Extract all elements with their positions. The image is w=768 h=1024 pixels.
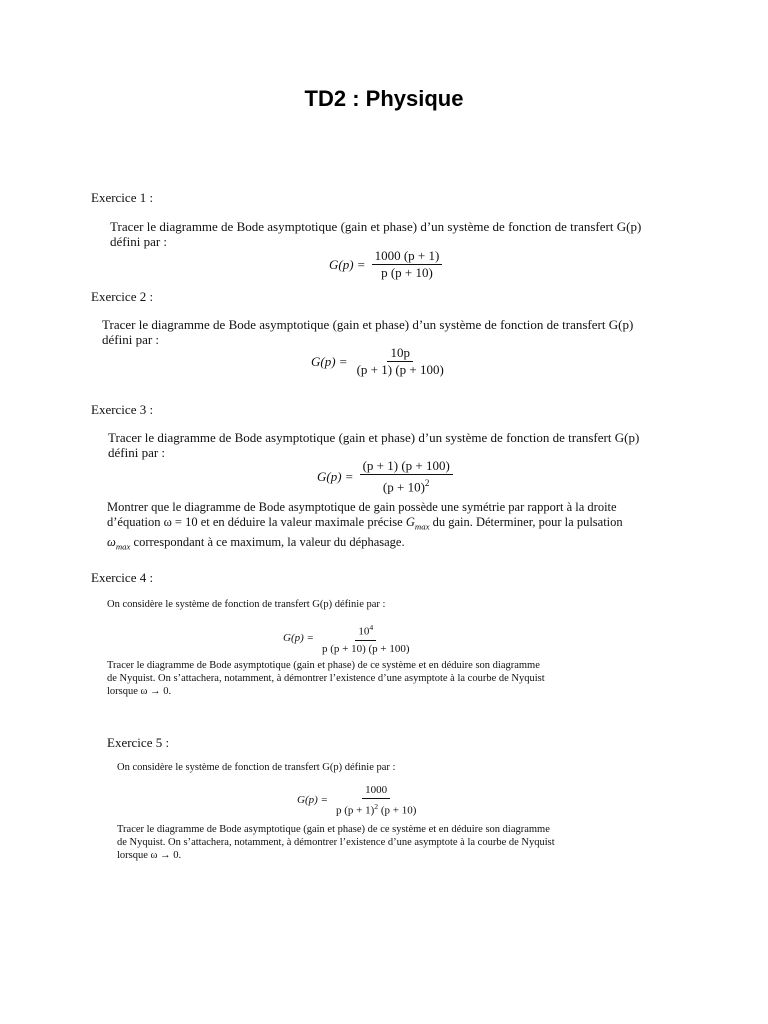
followup-line1: Tracer le diagramme de Bode asymptotique (gain et phase) de ce système et en déduire son diagramme <box>117 824 550 835</box>
exercise-2-label: Exercice 2 : <box>91 289 154 304</box>
equation-numerator: (p + 1) (p + 100) <box>360 459 453 475</box>
followup-line1: Montrer que le diagramme de Bode asymptotique de gain possède une symétrie par rapport à la droite <box>107 500 617 514</box>
exercise-4-equation <box>283 621 413 656</box>
denominator-part-b: (p + 10) <box>378 804 417 817</box>
exercise-3-intro-line1: Tracer le diagramme de Bode asymptotique (gain et phase) d’un système de fonction de transfert G(p) <box>108 430 640 445</box>
equation-lhs: G(p) = <box>297 793 328 806</box>
equation-lhs: G(p) = <box>283 631 314 644</box>
equation-denominator: p (p + 10) (p + 100) <box>321 642 410 655</box>
followup-line3-text: correspondant à ce maximum, la valeur du déphasage. <box>133 534 405 549</box>
equation-fraction <box>360 459 453 494</box>
followup-line1: Tracer le diagramme de Bode asymptotique (gain et phase) de ce système et en déduire son diagramme <box>107 660 540 671</box>
followup-line2 <box>107 515 667 535</box>
equation-numerator: 1000 <box>362 783 390 799</box>
equation-lhs: G(p) = <box>317 468 354 484</box>
exercise-1-label: Exercice 1 : <box>91 190 154 205</box>
equation-lhs: G(p) = <box>311 353 348 369</box>
denominator-base: (p + 10) <box>382 479 425 495</box>
exercise-3-equation <box>317 459 453 494</box>
followup-line2: de Nyquist. On s’attachera, notamment, à démontrer l’existence d’une asymptote à la courbe de Nyquist <box>117 837 555 848</box>
followup-line3: lorsque ω → 0. <box>117 850 182 861</box>
followup-line2-end: du gain. Déterminer, pour la pulsation <box>432 515 623 529</box>
followup-line2-text: d’équation ω = 10 et en déduire la valeur maximale précise <box>107 515 403 529</box>
exercise-3-statement <box>108 430 639 460</box>
followup-line3 <box>107 535 667 555</box>
followup-line3: lorsque ω → 0. <box>107 686 172 697</box>
equation-fraction <box>372 249 443 280</box>
denominator-part-a: p (p + 1) <box>335 804 375 817</box>
exercise-1-equation <box>329 249 442 280</box>
equation-numerator <box>355 621 376 641</box>
numerator-base: 10 <box>358 625 370 638</box>
denominator-exponent: 2 <box>374 802 379 811</box>
exercise-4-intro: On considère le système de fonction de transfert G(p) définie par : <box>107 599 386 610</box>
followup-line2: de Nyquist. On s’attachera, notamment, à démontrer l’existence d’une asymptote à la courbe de Nyquist <box>107 673 545 684</box>
equation-denominator: (p + 1) (p + 100) <box>356 362 444 377</box>
exercise-3-label: Exercice 3 : <box>91 402 154 417</box>
exercise-3-intro-line2: défini par : <box>108 445 166 460</box>
equation-denominator: p (p + 10) <box>381 265 433 280</box>
exercise-2-intro-line2: défini par : <box>102 332 160 347</box>
equation-fraction <box>333 783 419 818</box>
exercise-4-label: Exercice 4 : <box>91 570 154 585</box>
gmax-symbol: $G_{max}$ <box>405 515 430 532</box>
exercise-5-intro: On considère le système de fonction de transfert G(p) définie par : <box>117 762 396 773</box>
exercise-1-intro-line1: Tracer le diagramme de Bode asymptotique (gain et phase) d’un système de fonction de transfert G(p) <box>110 219 642 234</box>
equation-lhs: G(p) = <box>329 256 366 272</box>
equation-numerator: 10p <box>387 346 413 362</box>
exercise-5-equation <box>297 783 419 818</box>
exercise-5-label: Exercice 5 : <box>107 735 170 750</box>
exercise-3-followup <box>107 500 667 554</box>
numerator-exponent: 4 <box>369 623 374 632</box>
exercise-2-equation <box>311 346 447 377</box>
denominator-exponent: 2 <box>424 478 430 488</box>
equation-numerator: 1000 (p + 1) <box>372 249 443 265</box>
exercise-5-followup <box>117 823 555 862</box>
exercise-1-statement <box>110 219 641 249</box>
equation-denominator <box>380 475 433 494</box>
exercise-4-followup <box>107 659 545 698</box>
equation-fraction <box>354 346 447 377</box>
exercise-1-intro-line2: défini par : <box>110 234 168 249</box>
equation-denominator <box>333 799 419 818</box>
wmax-symbol: $\omega_{max}$ <box>107 534 131 551</box>
exercise-2-statement <box>102 317 633 347</box>
exercise-2-intro-line1: Tracer le diagramme de Bode asymptotique (gain et phase) d’un système de fonction de transfert G(p) <box>102 317 634 332</box>
equation-fraction <box>319 621 413 656</box>
page-title: TD2 : Physique <box>304 86 464 111</box>
